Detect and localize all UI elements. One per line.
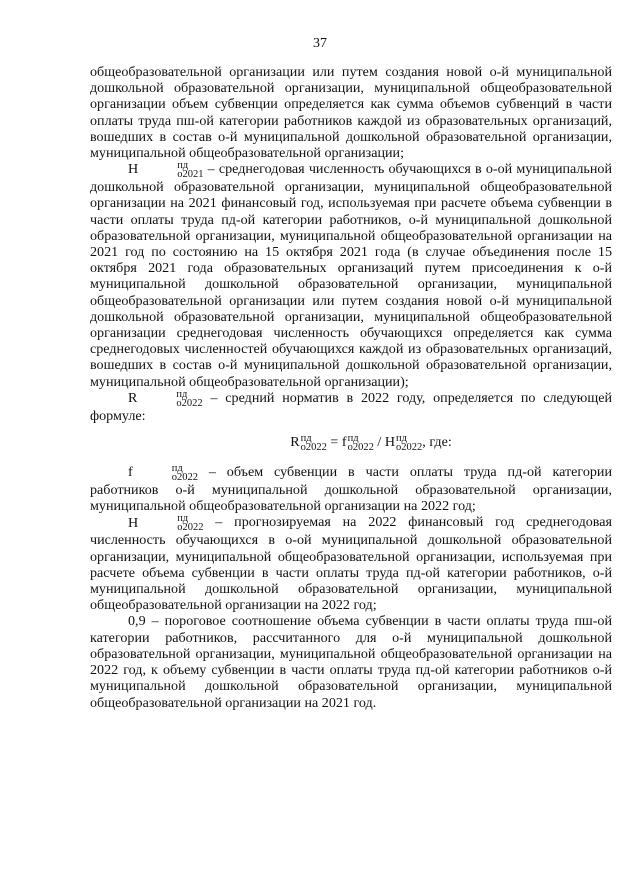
formula-eq: = (330, 434, 339, 451)
paragraph-5 (90, 514, 612, 613)
paragraph-4 (90, 464, 612, 514)
paragraph-4-text: – объем субвенции в части оплаты труда пд-ой категории работников о-й муниципальной дошкольной образовательной организации, муниципальной общеобразовательной организации на 2022 год; (90, 464, 612, 515)
document-body (90, 64, 612, 711)
formula-f: f пд o2022 (341, 433, 374, 454)
paragraph-3-text: – средний норматив в 2022 году, определяется по следующей формуле: (90, 390, 612, 424)
symbol-r-2022: R пд o2022 (128, 388, 203, 409)
formula (90, 434, 612, 452)
symbol-h-2022: Н пд o2022 (128, 513, 204, 534)
paragraph-5-text: – прогнозируемая на 2022 финансовый год среднегодовая численность обучающихся в о-ой муниципальной дошкольной образовательной организации, муниципальной общеобразовательной организации, используемая при расчете объема субвенции в части оплаты труда пд-ой категории работников, о-й муниципальной дошкольной образовательной организации, муниципальной общеобразовательной организации на 2022 год; (90, 514, 613, 614)
formula-where: , где: (422, 434, 452, 451)
paragraph-2-text: – среднегодовая численность обучающихся в о-ой муниципальной дошкольной образовательной организации, муниципальной общеобразовательной организации на 2021 финансовый год, используемая при расчете объема субвенции в части оплаты труда пд-ой категории работников, о-й муниципальной дошкольной образовательной организации, муниципальной общеобразовательной организации на 2021 год по состоянию на 15 октября 2021 года (в случае объединения после 15 октября 2021 года образовательных организаций путем присоединения к о-й муниципальной дошкольной образовательной организации, муниципальной общеобразовательной организации или путем создания новой о-й муниципальной дошкольной образовательной организации, муниципальной общеобразовательной организации среднегодовая численность обучающихся определяется как сумма среднегодовых численностей обучающихся каждой из образовательных организаций, вошедших в состав о-й муниципальной дошкольной образовательной организации, муниципальной общеобразовательной организации); (90, 161, 612, 390)
symbol-f-2022: f пд o2022 (128, 463, 198, 484)
symbol-h-2021: Н пд o2021 (128, 160, 204, 181)
paragraph-6: 0,9 – пороговое соотношение объема субвенции в части оплаты труда пш-ой категории работников, рассчитанного для о-й муниципальной дошкольной образовательной организации, муниципальной общеобразовательной организации на 2022 год, к объему субвенции в части оплаты труда пд-ой категории работников о-й муниципальной дошкольной образовательной организации, муниципальной общеобразовательной организации на 2021 год. (90, 613, 612, 711)
paragraph-3 (90, 390, 612, 424)
page-number: 37 (313, 36, 327, 51)
formula-h: Н пд o2022 (384, 433, 423, 454)
paragraph-2 (90, 161, 612, 390)
formula-r: R пд o2022 (290, 433, 327, 454)
formula-slash: / (377, 434, 382, 451)
paragraph-1: общеобразовательной организации или путем создания новой о-й муниципальной дошкольной образовательной организации, муниципальной общеобразовательной организации объем субвенции определяется как сумма объемов субвенций в части оплаты труда пш-ой категории работников каждой из образовательных организаций, вошедших в состав о-й муниципальной дошкольной образовательной организации, муниципальной общеобразовательной организации; (90, 64, 612, 162)
